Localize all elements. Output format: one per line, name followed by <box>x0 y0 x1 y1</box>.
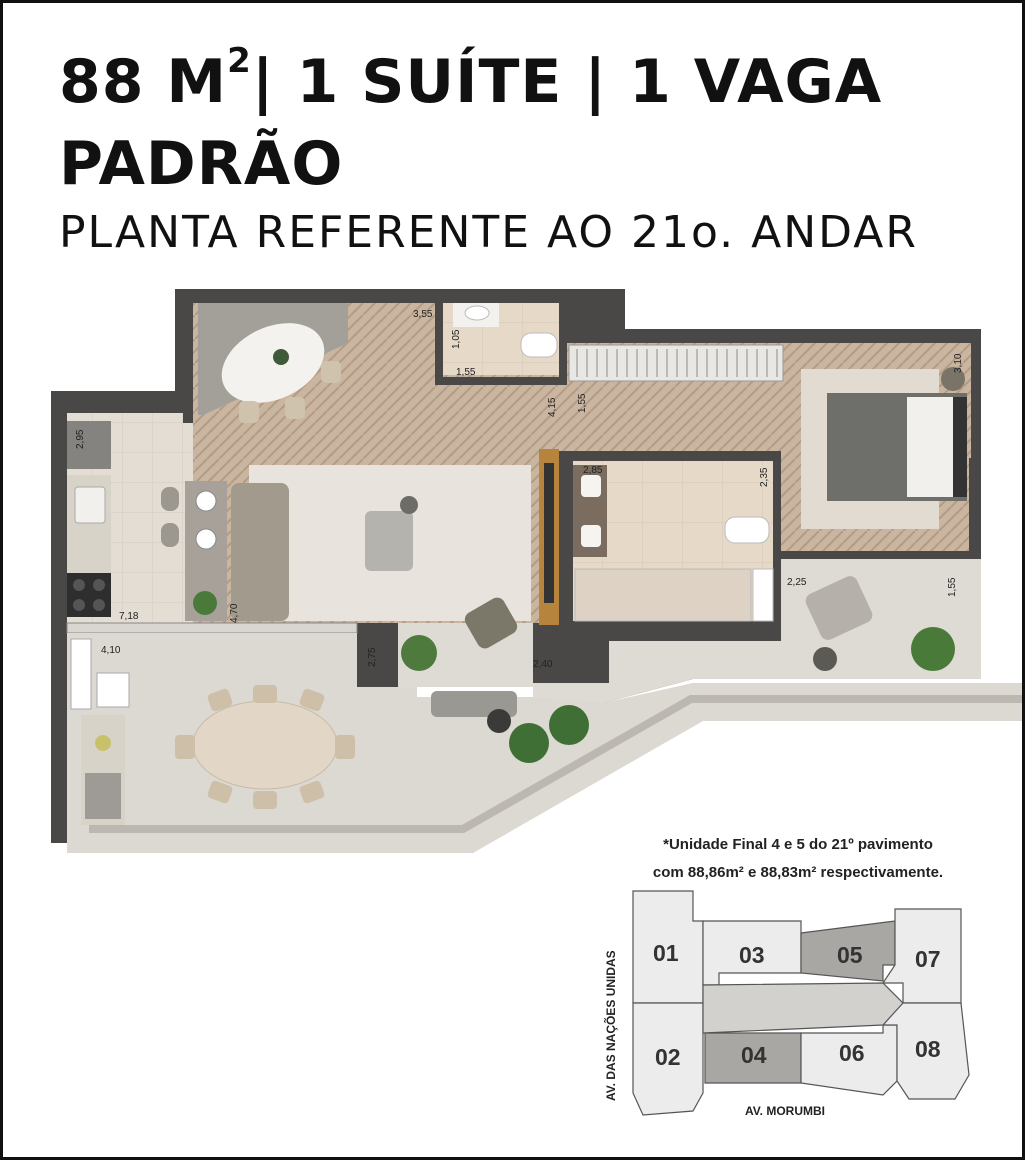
unit-label: 01 <box>653 940 679 966</box>
dim-label: 2,40 <box>533 659 553 670</box>
dim-label: 4,70 <box>229 603 240 623</box>
unit-label: 03 <box>739 942 765 968</box>
dim-label: 4,10 <box>101 645 121 656</box>
dim-label: 1,55 <box>577 393 588 413</box>
area-note-line-2: com 88,86m² e 88,83m² respectivamente. <box>652 864 944 881</box>
dim-label: 1,55 <box>947 577 958 597</box>
dim-label: 7,18 <box>119 611 139 622</box>
dim-label: 4,15 <box>547 397 558 417</box>
unit-label: 06 <box>839 1040 865 1066</box>
street-label-left: AV. DAS NAÇÕES UNIDAS <box>604 950 618 1101</box>
area-note-line-1: *Unidade Final 4 e 5 do 21º pavimento <box>663 836 933 853</box>
unit-label: 07 <box>915 946 941 972</box>
unit-label: 08 <box>915 1036 941 1062</box>
dim-label: 1,05 <box>451 329 462 349</box>
unit-label: 02 <box>655 1044 681 1070</box>
unit-label: 04 <box>741 1042 767 1068</box>
dim-label: 2,85 <box>583 465 603 476</box>
dim-label: 3,10 <box>953 353 964 373</box>
core-shape <box>703 983 903 1033</box>
title-line-1: 88 $M^2|$ 1 SUÍTE | 1 VAGA <box>59 41 883 117</box>
title-line-2: PADRÃO <box>59 129 344 199</box>
dim-label: 3,55 <box>413 309 433 320</box>
floor-plan-drawing <box>3 3 1022 1157</box>
key-plan <box>603 891 969 1118</box>
dim-label: 2,35 <box>759 467 770 487</box>
closet <box>569 345 783 381</box>
unit-label: 05 <box>837 942 863 968</box>
dim-label: 2,25 <box>787 577 807 588</box>
dim-label: 2,75 <box>367 647 378 667</box>
dim-label: 2,95 <box>75 429 86 449</box>
dim-label: 1,55 <box>456 367 476 378</box>
street-label-bottom: AV. MORUMBI <box>745 1104 826 1118</box>
title-line-3: PLANTA REFERENTE AO 21o. ANDAR <box>59 207 918 258</box>
